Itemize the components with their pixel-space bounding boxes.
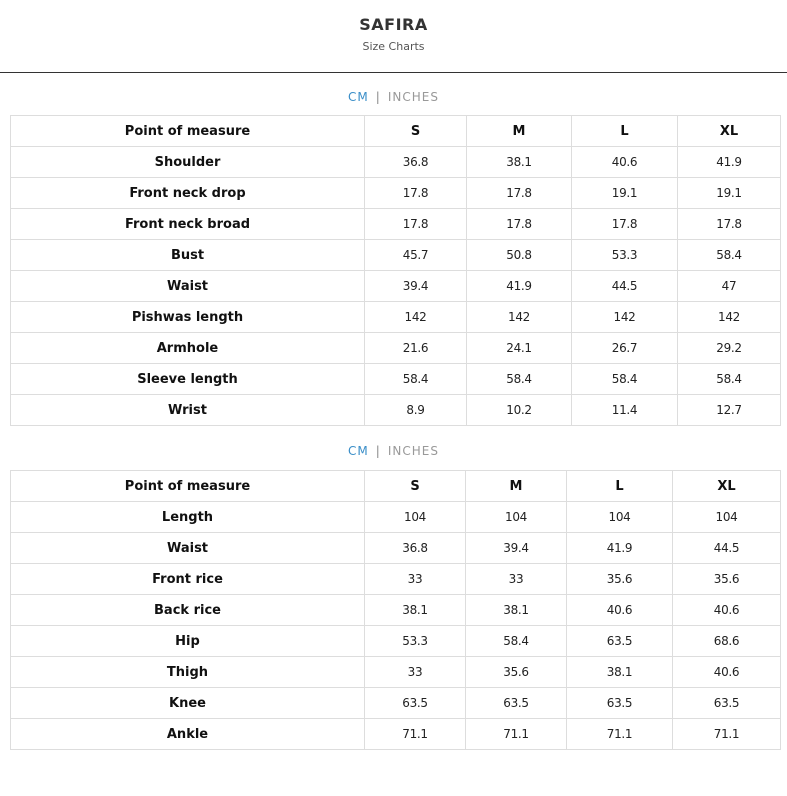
measure-value: 11.4 — [572, 395, 678, 426]
page-header — [0, 0, 787, 73]
measure-value: 142 — [678, 302, 781, 333]
measure-value: 17.8 — [678, 209, 781, 240]
table-row — [11, 240, 781, 271]
measure-value: 36.8 — [365, 147, 467, 178]
cm-toggle-button[interactable]: CM — [348, 444, 369, 458]
measure-value: 38.1 — [567, 657, 673, 688]
table-row — [11, 147, 781, 178]
column-header-measure: Point of measure — [11, 116, 365, 147]
measure-value: 53.3 — [365, 626, 466, 657]
measure-label: Bust — [11, 240, 365, 271]
measure-value: 40.6 — [567, 595, 673, 626]
measure-value: 40.6 — [673, 657, 781, 688]
column-header-size-xl: XL — [673, 471, 781, 502]
top-table-body — [11, 147, 781, 426]
measure-label: Armhole — [11, 333, 365, 364]
measure-label: Wrist — [11, 395, 365, 426]
measure-value: 41.9 — [467, 271, 572, 302]
table-row — [11, 595, 781, 626]
column-header-size-l: L — [567, 471, 673, 502]
measure-value: 35.6 — [466, 657, 567, 688]
measure-value: 35.6 — [567, 564, 673, 595]
table-header-row — [11, 471, 781, 502]
measure-value: 142 — [365, 302, 467, 333]
measure-value: 58.4 — [678, 364, 781, 395]
measure-value: 58.4 — [572, 364, 678, 395]
bottom-size-table — [10, 470, 781, 750]
table-header-row — [11, 116, 781, 147]
measure-label: Front neck broad — [11, 209, 365, 240]
measure-value: 17.8 — [467, 209, 572, 240]
measure-value: 58.4 — [466, 626, 567, 657]
measure-value: 58.4 — [365, 364, 467, 395]
unit-toggle — [0, 443, 787, 459]
measure-value: 21.6 — [365, 333, 467, 364]
measure-value: 71.1 — [365, 719, 466, 750]
bottom-table-body — [11, 502, 781, 750]
measure-value: 33 — [365, 657, 466, 688]
measure-value: 63.5 — [466, 688, 567, 719]
measure-value: 104 — [365, 502, 466, 533]
measure-value: 17.8 — [467, 178, 572, 209]
measure-value: 63.5 — [365, 688, 466, 719]
measure-value: 35.6 — [673, 564, 781, 595]
table-row — [11, 564, 781, 595]
page-subtitle: Size Charts — [362, 40, 425, 53]
inches-toggle-button[interactable]: INCHES — [387, 90, 439, 104]
table-row — [11, 364, 781, 395]
measure-value: 10.2 — [467, 395, 572, 426]
measure-value: 71.1 — [466, 719, 567, 750]
measure-value: 38.1 — [365, 595, 466, 626]
column-header-size-xl: XL — [678, 116, 781, 147]
column-header-size-m: M — [467, 116, 572, 147]
inches-toggle-button[interactable]: INCHES — [387, 444, 439, 458]
table-row — [11, 502, 781, 533]
measure-value: 19.1 — [678, 178, 781, 209]
table-row — [11, 302, 781, 333]
measure-value: 17.8 — [572, 209, 678, 240]
table-row — [11, 688, 781, 719]
unit-separator: | — [375, 444, 381, 458]
measure-value: 53.3 — [572, 240, 678, 271]
measure-value: 36.8 — [365, 533, 466, 564]
measure-value: 71.1 — [567, 719, 673, 750]
measure-label: Length — [11, 502, 365, 533]
measure-value: 142 — [467, 302, 572, 333]
measure-value: 50.8 — [467, 240, 572, 271]
measure-value: 33 — [466, 564, 567, 595]
table-row — [11, 533, 781, 564]
measure-value: 68.6 — [673, 626, 781, 657]
measure-value: 47 — [678, 271, 781, 302]
measure-value: 24.1 — [467, 333, 572, 364]
table-row — [11, 178, 781, 209]
measure-label: Thigh — [11, 657, 365, 688]
measure-label: Waist — [11, 271, 365, 302]
measure-label: Front neck drop — [11, 178, 365, 209]
measure-value: 39.4 — [466, 533, 567, 564]
measure-value: 40.6 — [572, 147, 678, 178]
measure-value: 71.1 — [673, 719, 781, 750]
measure-value: 45.7 — [365, 240, 467, 271]
measure-value: 12.7 — [678, 395, 781, 426]
measure-value: 38.1 — [466, 595, 567, 626]
table-row — [11, 271, 781, 302]
measure-value: 104 — [466, 502, 567, 533]
measure-value: 41.9 — [678, 147, 781, 178]
column-header-size-s: S — [365, 116, 467, 147]
unit-toggle — [0, 89, 787, 105]
table-row — [11, 333, 781, 364]
measure-value: 104 — [567, 502, 673, 533]
column-header-size-m: M — [466, 471, 567, 502]
table-row — [11, 719, 781, 750]
column-header-measure: Point of measure — [11, 471, 365, 502]
measure-value: 44.5 — [673, 533, 781, 564]
measure-value: 63.5 — [673, 688, 781, 719]
measure-value: 63.5 — [567, 626, 673, 657]
measure-value: 44.5 — [572, 271, 678, 302]
measure-label: Front rice — [11, 564, 365, 595]
measure-label: Hip — [11, 626, 365, 657]
table-row — [11, 209, 781, 240]
measure-value: 41.9 — [567, 533, 673, 564]
measure-value: 40.6 — [673, 595, 781, 626]
measure-value: 63.5 — [567, 688, 673, 719]
measure-label: Pishwas length — [11, 302, 365, 333]
measure-label: Back rice — [11, 595, 365, 626]
measure-label: Waist — [11, 533, 365, 564]
measure-label: Sleeve length — [11, 364, 365, 395]
measure-value: 19.1 — [572, 178, 678, 209]
brand-title: SAFIRA — [359, 15, 428, 34]
column-header-size-s: S — [365, 471, 466, 502]
table-row — [11, 626, 781, 657]
measure-value: 17.8 — [365, 209, 467, 240]
measure-value: 8.9 — [365, 395, 467, 426]
measure-value: 58.4 — [678, 240, 781, 271]
table-row — [11, 657, 781, 688]
measure-value: 104 — [673, 502, 781, 533]
measure-value: 33 — [365, 564, 466, 595]
measure-value: 58.4 — [467, 364, 572, 395]
measure-value: 39.4 — [365, 271, 467, 302]
measure-label: Knee — [11, 688, 365, 719]
unit-separator: | — [375, 90, 381, 104]
cm-toggle-button[interactable]: CM — [348, 90, 369, 104]
measure-label: Shoulder — [11, 147, 365, 178]
measure-value: 38.1 — [467, 147, 572, 178]
table-row — [11, 395, 781, 426]
measure-value: 29.2 — [678, 333, 781, 364]
measure-value: 142 — [572, 302, 678, 333]
measure-label: Ankle — [11, 719, 365, 750]
measure-value: 17.8 — [365, 178, 467, 209]
top-size-table — [10, 115, 781, 426]
column-header-size-l: L — [572, 116, 678, 147]
measure-value: 26.7 — [572, 333, 678, 364]
